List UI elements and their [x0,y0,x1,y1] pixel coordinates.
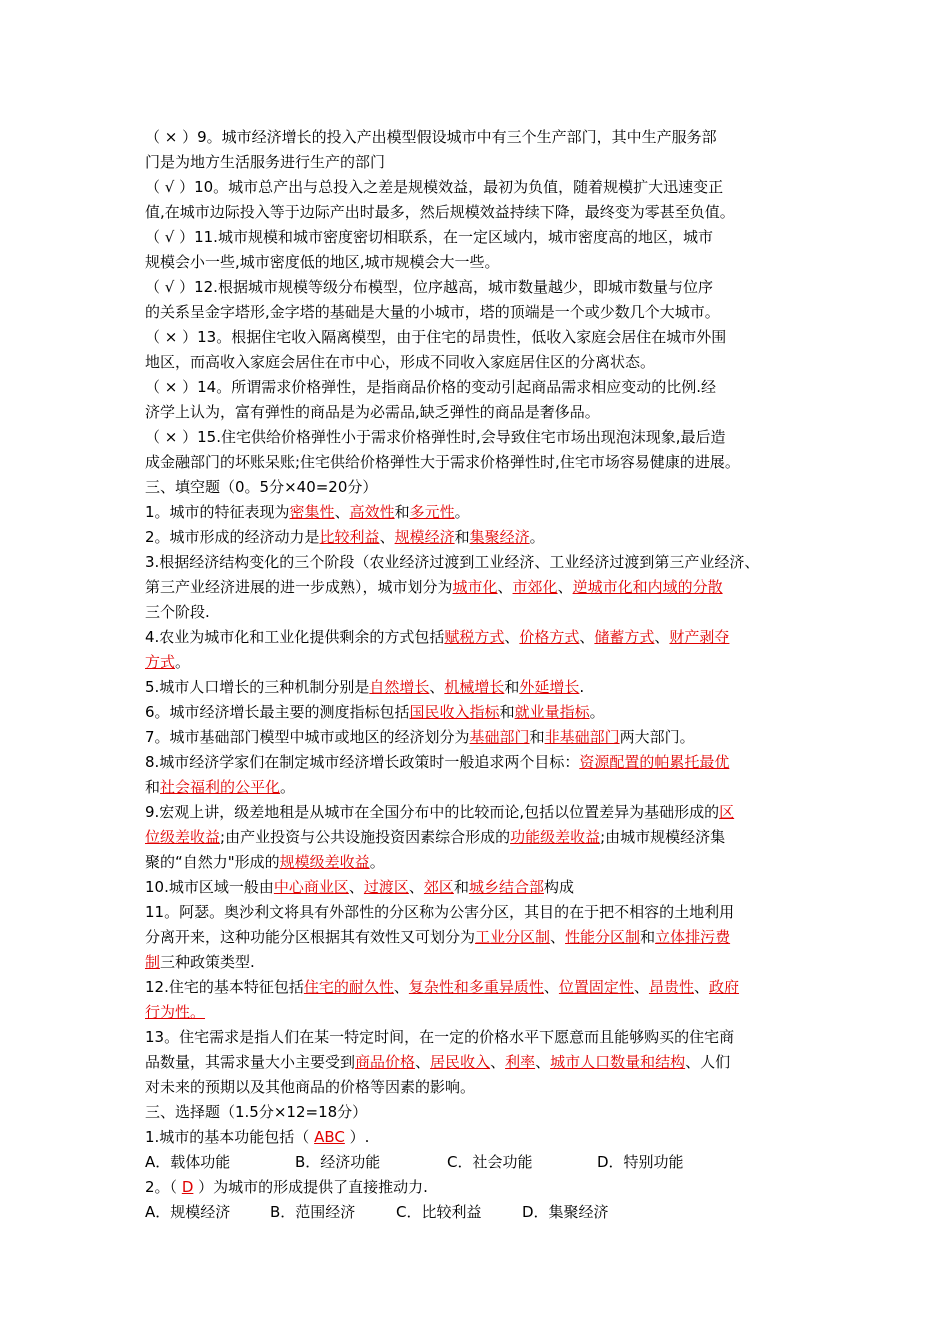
answer: 密集性 [289,503,335,521]
sep: 、 [693,978,709,996]
answer: 区 [719,803,735,821]
answer: 外延增长 [519,678,580,696]
judgement-13-line-2: 地区，而高收入家庭会居住在市中心，形成不同收入家庭居住区的分离状态。 [145,353,656,371]
fill-q8-line-1 [145,750,810,775]
option-d: D．特别功能 [597,1153,684,1171]
answer: 方式 [145,653,176,671]
fill-q3-line-1: 3.根据经济结构变化的三个阶段（农业经济过渡到工业经济、工业经济过渡到第三产业经济、 [145,553,760,571]
sep: 和 [504,678,520,696]
sep: 和 [145,778,161,796]
sep: 、 [348,878,364,896]
fill-q12-line-1 [145,975,810,1000]
question-text: 聚的“自然力"形成的 [145,853,280,871]
question-text: 品数量，其需求量大小主要受到 [145,1053,356,1071]
option-b: B．范围经济 [270,1203,356,1221]
sep: 、 [654,628,670,646]
sep: 、 [379,528,395,546]
sep: 和 [529,728,545,746]
judgement-14-line-2: 济学上认为，富有弹性的商品是为必需品,缺乏弹性的商品是奢侈品。 [145,403,600,421]
answer: 政府 [708,978,739,996]
answer: 自然增长 [369,678,430,696]
judgement-13-line-1: （ × ）13。根据住宅收入隔离模型，由于住宅的昂贵性，低收入家庭会居住在城市外围 [145,328,727,346]
option-a: A．载体功能 [145,1153,231,1171]
question-text: 6。城市经济增长最主要的测度指标包括 [145,703,410,721]
question-text: ）为城市的形成提供了直接推动力. [193,1178,428,1196]
sep: . [579,678,585,696]
sep: 和 [640,928,656,946]
option-b: B．经济功能 [295,1153,381,1171]
question-text: 2。城市形成的经济动力是 [145,528,320,546]
answer: 复杂性和多重异质性 [408,978,544,996]
fill-q9-line-1 [145,800,810,825]
sep: 、 [415,1053,431,1071]
sep: 、 [497,578,513,596]
sep: 、 [429,678,445,696]
answer: 性能分区制 [565,928,641,946]
choice-heading: 三、选择题（1.5分×12=18分） [145,1103,368,1121]
answer: ABC [314,1128,345,1146]
fill-q10 [145,875,810,900]
question-text: 12.住宅的基本特征包括 [145,978,304,996]
question-text: 1.城市的基本功能包括（ [145,1128,315,1146]
answer: 基础部门 [469,728,530,746]
answer: 规模经济 [394,528,455,546]
answer: 价格方式 [519,628,580,646]
answer: 资源配置的帕累托最优 [579,753,730,771]
fill-q6 [145,700,810,725]
question-text: 1。城市的特征表现为 [145,503,290,521]
answer: 中心商业区 [273,878,349,896]
judgement-14-line-1: （ × ）14。所谓需求价格弹性，是指商品价格的变动引起商品需求相应变动的比例.经 [145,378,716,396]
sep: 。 [369,853,385,871]
fill-q4-line-1 [145,625,810,650]
sep: 、 [550,928,566,946]
sep: 两大部门。 [619,728,695,746]
choice-q2-options [145,1200,810,1225]
sep: 、 [393,978,409,996]
answer: D [181,1178,194,1196]
judgement-15-line-2: 成金融部门的坏账呆账;住宅供给价格弹性大于需求价格弹性时,住宅市场容易健康的进展。 [145,453,740,471]
sep: 、人们 [685,1053,731,1071]
sep: 和 [394,503,410,521]
answer: 郊区 [423,878,454,896]
fill-q11-line-1: 11。阿瑟。奥沙利文将具有外部性的分区称为公害分区，其目的在于把不相容的土地利用 [145,903,735,921]
judgement-11-line-1: （ √ ）11.城市规模和城市密度密切相联系，在一定区域内，城市密度高的地区，城市 [145,228,713,246]
document-page [145,125,810,1225]
answer: 昂贵性 [648,978,694,996]
sep: 、 [557,578,573,596]
choice-q1 [145,1125,810,1150]
question-text: 第三产业经济进展的进一步成熟），城市划分为 [145,578,453,596]
question-text: 分离开来，这种功能分区根据其有效性又可划分为 [145,928,476,946]
answer: 过渡区 [363,878,409,896]
fill-q12-line-2 [145,1000,810,1025]
answer: 工业分区制 [475,928,551,946]
answer: 高效性 [349,503,395,521]
fill-q11-line-2 [145,925,810,950]
answer: 逆城市化和内域的分散 [572,578,723,596]
fill-q13-line-1: 13。住宅需求是指人们在某一特定时间，在一定的价格水平下愿意而且能够购买的住宅商 [145,1028,735,1046]
question-text: 三种政策类型. [160,953,255,971]
question-text: 10.城市区域一般由 [145,878,274,896]
answer: 立体排污费 [655,928,731,946]
answer: 城市人口数量和结构 [550,1053,686,1071]
answer: 城市化 [452,578,498,596]
answer: 商品价格 [355,1053,416,1071]
answer: 财产剥夺 [669,628,730,646]
sep: 、 [535,1053,551,1071]
fill-section [145,475,810,1100]
judgement-12-line-1: （ √ ）12.根据城市规模等级分布模型，位序越高，城市数量越少，即城市数量与位序 [145,278,713,296]
fill-q4-line-2 [145,650,810,675]
sep: 。 [589,703,605,721]
option-d: D．集聚经济 [522,1203,609,1221]
question-text: 4.农业为城市化和工业化提供剩余的方式包括 [145,628,445,646]
fill-q8-line-2 [145,775,810,800]
answer: 国民收入指标 [409,703,500,721]
answer: 比较利益 [319,528,380,546]
answer: 就业量指标 [514,703,590,721]
choice-q1-options [145,1150,810,1175]
sep: 、 [579,628,595,646]
question-text: ;由产业投资与公共设施投资因素综合形成的 [220,828,511,846]
sep: 、 [490,1053,506,1071]
answer: 住宅的耐久性 [303,978,394,996]
sep: 。 [529,528,545,546]
answer: 位级差收益 [145,828,221,846]
sep: 、 [504,628,520,646]
judgement-15-line-1: （ × ）15.住宅供给价格弹性小于需求价格弹性时,会导致住宅市场出现泡沫现象,最后造 [145,428,726,446]
answer: 位置固定性 [558,978,634,996]
fill-q7 [145,725,810,750]
judgement-11-line-2: 规模会小一些,城市密度低的地区,城市规模会大一些。 [145,253,500,271]
question-text: 9.宏观上讲，级差地租是从城市在全国分布中的比较而论,包括以位置差异为基础形成的 [145,803,720,821]
answer: 功能级差收益 [510,828,601,846]
judgement-10-line-1: （ √ ）10。城市总产出与总投入之差是规模效益，最初为负值，随着规模扩大迅速变正 [145,178,724,196]
sep: 和 [453,878,469,896]
fill-q1 [145,500,810,525]
answer: 多元性 [409,503,455,521]
answer: 居民收入 [430,1053,491,1071]
question-text: ）. [344,1128,370,1146]
answer: 储蓄方式 [594,628,655,646]
fill-q3-line-3: 三个阶段. [145,603,210,621]
option-c: C．比较利益 [396,1203,482,1221]
judgement-section [145,125,810,475]
option-c: C．社会功能 [447,1153,533,1171]
fill-q3-line-2 [145,575,810,600]
answer: 社会福利的公平化 [160,778,281,796]
fill-q13-line-2 [145,1050,810,1075]
sep: 和 [454,528,470,546]
answer: 城乡结合部 [468,878,544,896]
choice-q2 [145,1175,810,1200]
sep: 、 [408,878,424,896]
sep: 、 [334,503,350,521]
fill-q13-line-3: 对未来的预期以及其他商品的价格等因素的影响。 [145,1078,476,1096]
answer: 市郊化 [512,578,558,596]
question-text: 5.城市人口增长的三种机制分别是 [145,678,370,696]
answer: 非基础部门 [544,728,620,746]
judgement-12-line-2: 的关系呈金字塔形,金字塔的基础是大量的小城市，塔的顶端是一个或少数几个大城市。 [145,303,720,321]
option-a: A．规模经济 [145,1203,231,1221]
sep: 。 [280,778,296,796]
answer: 机械增长 [444,678,505,696]
sep: 、 [633,978,649,996]
answer: 行为性。 [145,1003,206,1021]
sep: 构成 [543,878,574,896]
fill-q5 [145,675,810,700]
sep: 和 [499,703,515,721]
sep: 。 [175,653,191,671]
answer: 集聚经济 [469,528,530,546]
question-text: 2。（ [145,1178,182,1196]
fill-q11-line-3 [145,950,810,975]
fill-q9-line-3 [145,850,810,875]
sep: 。 [454,503,470,521]
sep: 、 [543,978,559,996]
answer: 规模级差收益 [279,853,370,871]
fill-q2 [145,525,810,550]
question-text: ;由城市规模经济集 [600,828,726,846]
answer: 制 [145,953,161,971]
fill-heading: 三、填空题（0。5分×40=20分） [145,478,378,496]
judgement-9-line-1: （ × ）9。城市经济增长的投入产出模型假设城市中有三个生产部门，其中生产服务部 [145,128,717,146]
judgement-10-line-2: 值,在城市边际投入等于边际产出时最多，然后规模效益持续下降，最终变为零甚至负值。 [145,203,735,221]
answer: 利率 [505,1053,536,1071]
answer: 赋税方式 [444,628,505,646]
choice-section [145,1100,810,1225]
question-text: 8.城市经济学家们在制定城市经济增长政策时一般追求两个目标： [145,753,580,771]
question-text: 7。城市基础部门模型中城市或地区的经济划分为 [145,728,470,746]
judgement-9-line-2: 门是为地方生活服务进行生产的部门 [145,153,386,171]
fill-q9-line-2 [145,825,810,850]
